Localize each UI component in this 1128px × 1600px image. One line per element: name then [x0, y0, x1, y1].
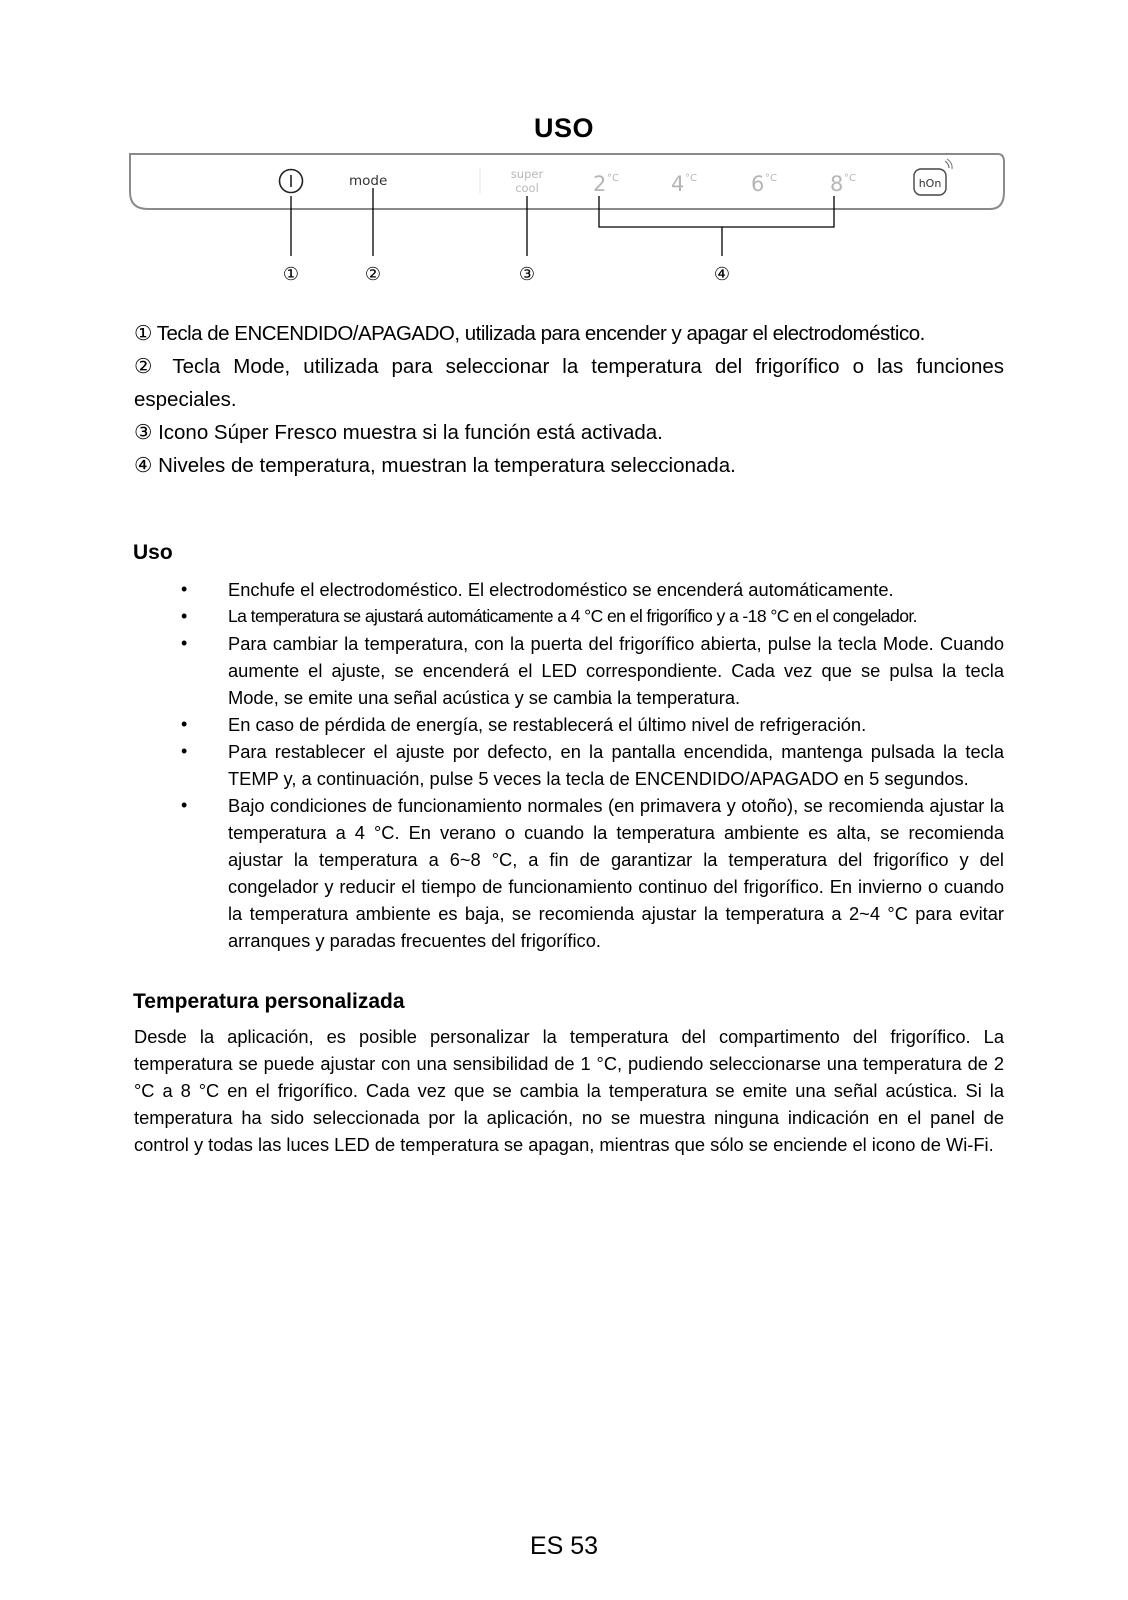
bullet-icon: •: [181, 741, 188, 761]
temp-level-8: 8: [830, 172, 844, 196]
callout-marker-1: ①: [282, 264, 300, 285]
callout-bracket-4: [599, 196, 834, 227]
bullet-icon: •: [181, 606, 187, 626]
list-item: • Para restablecer el ajuste por defecto, en la pantalla encendida, mantenga pulsada la tecla TEMP y, a continuación, pulse 5 veces la tecla de ENCENDIDO/APAGADO en 5 segundos.: [134, 738, 1004, 792]
super-cool-label-top: super: [510, 167, 544, 181]
page-number: ES 53: [529, 1532, 599, 1560]
page-title: USO: [533, 113, 594, 143]
uso-heading: Uso: [133, 541, 173, 564]
callout-marker-2: ②: [364, 264, 382, 285]
temp-unit-2: °C: [607, 173, 619, 184]
temp-unit-6: °C: [765, 173, 777, 184]
custom-temperature-heading: Temperatura personalizada: [133, 990, 405, 1013]
uso-bullet-list: [134, 576, 1004, 954]
bullet-icon: •: [181, 579, 188, 599]
temp-level-6: 6: [751, 172, 765, 196]
bullet-icon: •: [181, 795, 188, 815]
mode-key-label[interactable]: mode: [349, 173, 388, 189]
legend-item-1: ① Tecla de ENCENDIDO/APAGADO, utilizada para encender y apagar el electrodoméstico.: [134, 322, 925, 345]
temp-unit-8: °C: [844, 173, 856, 184]
super-cool-label-bottom: cool: [515, 181, 539, 195]
custom-temperature-paragraph: Desde la aplicación, es posible personalizar la temperatura del compartimento del frigorífico. La temperatura se puede ajustar con una sensibilidad de 1 °C, pudiendo seleccionarse una temperatura de 2 °C a 8 °C en el frigorífico. Cada vez que se cambia la temperatura se emite una señal acústica. Si la temperatura ha sido seleccionada por la aplicación, no se muestra ninguna indicación en el panel de control y todas las luces LED de temperatura se apagan, mientras que sólo se enciende el icono de Wi-Fi.: [134, 1026, 1004, 1155]
temp-level-2: 2: [593, 172, 607, 196]
svg-text:hOn: hOn: [918, 177, 942, 190]
panel-outline: [130, 154, 1004, 209]
temp-unit-4: °C: [685, 173, 697, 184]
power-icon[interactable]: [280, 170, 303, 193]
list-item: • Para cambiar la temperatura, con la puerta del frigorífico abierta, pulse la tecla Mode. Cuando aumente el ajuste, se encenderá el LED correspondiente. Cada vez que se pulsa la tecla Mode, se emite una señal acústica y se cambia la temperatura.: [134, 630, 1004, 711]
list-item: • Enchufe el electrodoméstico. El electrodoméstico se encenderá automáticamente.: [134, 576, 1004, 603]
temp-level-4: 4: [671, 172, 685, 196]
bullet-icon: •: [181, 633, 188, 653]
control-panel-diagram: [0, 0, 1128, 300]
list-item: • La temperatura se ajustará automáticamente a 4 °C en el frigorífico y a -18 °C en el congelador.: [134, 603, 1004, 630]
hon-wifi-icon[interactable]: [914, 159, 952, 195]
callout-marker-4: ④: [713, 264, 731, 285]
bullet-icon: •: [181, 714, 188, 734]
legend-list: [134, 317, 1004, 482]
list-item: • En caso de pérdida de energía, se restablecerá el último nivel de refrigeración.: [134, 711, 1004, 738]
callout-marker-3: ③: [518, 264, 536, 285]
list-item: • Bajo condiciones de funcionamiento normales (en primavera y otoño), se recomienda ajustar la temperatura a 4 °C. En verano o cuando la temperatura ambiente es alta, se recomienda ajustar la temperatura a 6~8 °C, a fin de garantizar la temperatura del frigorífico y del congelador y reducir el tiempo de funcionamiento continuo del frigorífico. En invierno o cuando la temperatura ambiente es baja, se recomienda ajustar la temperatura a 2~4 °C para evitar arranques y paradas frecuentes del frigorífico.: [134, 792, 1004, 954]
legend-item-2: ② Tecla Mode, utilizada para seleccionar la temperatura del frigorífico o las funciones especiales.: [134, 355, 1004, 411]
legend-item-3: ③ Icono Súper Fresco muestra si la función está activada.: [134, 421, 663, 444]
legend-item-4: ④ Niveles de temperatura, muestran la temperatura seleccionada.: [134, 454, 736, 477]
